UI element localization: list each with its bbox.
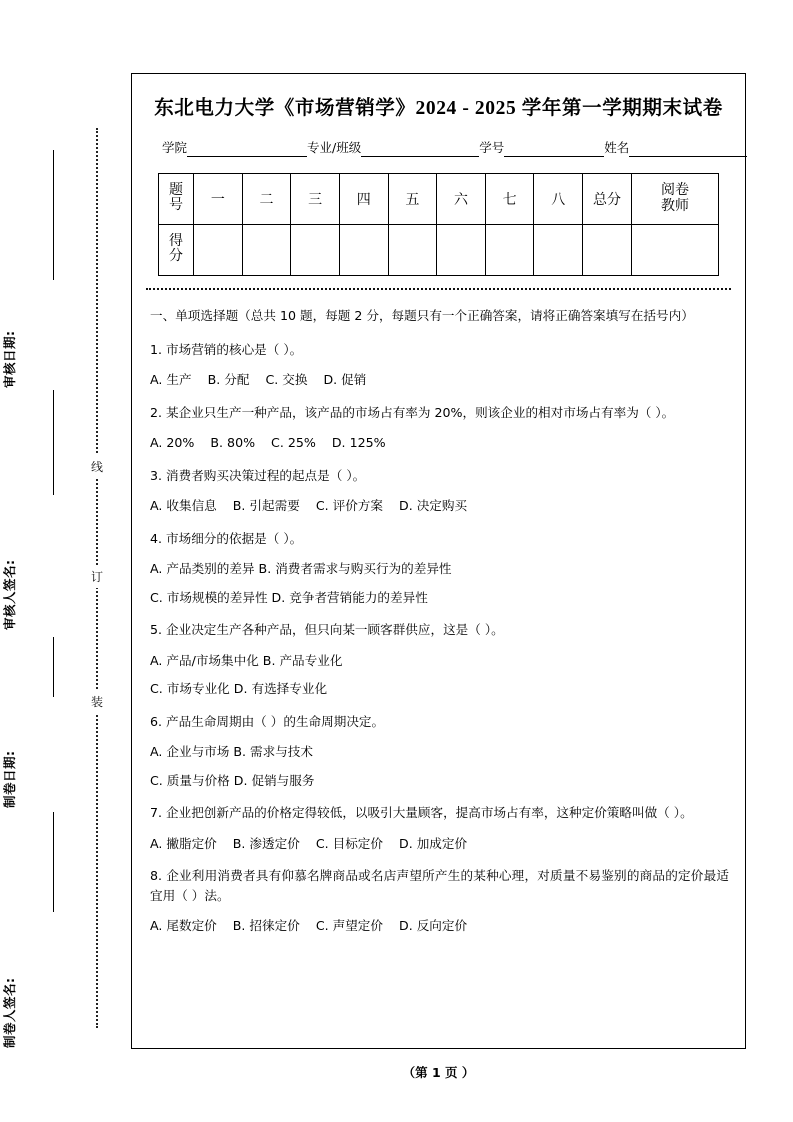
option-line[interactable]: C. 质量与价格 D. 促销与服务: [150, 772, 315, 788]
margin-rule-2: [53, 390, 54, 495]
option-line[interactable]: C. 市场专业化 D. 有选择专业化: [150, 681, 328, 697]
teacher-label-line1: 阅卷: [661, 182, 689, 198]
score-cell-4[interactable]: [339, 225, 388, 276]
margin-label-review-date: 审核日期:: [2, 330, 17, 388]
margin-label-make-date: 制卷日期:: [2, 750, 17, 808]
col-header-total: 总分: [583, 174, 632, 225]
question-options-7: [150, 834, 729, 854]
question-options-3: [150, 496, 729, 516]
stub-score-line2: 分: [169, 249, 183, 264]
seam-mark-staple: 订: [88, 565, 106, 588]
score-cell-7[interactable]: [485, 225, 534, 276]
field-student-id-input[interactable]: [504, 142, 604, 157]
option-line[interactable]: A. 尾数定价 B. 招徕定价 C. 声望定价 D. 反向定价: [150, 918, 468, 934]
question-options-5: [150, 651, 729, 699]
option-line[interactable]: A. 生产 B. 分配 C. 交换 D. 促销: [150, 372, 367, 388]
section-divider-dotted: [146, 288, 731, 290]
question-stem-3: 3. 消费者购买决策过程的起点是（ ）。: [150, 467, 366, 483]
seam-mark-line: 线: [88, 455, 106, 478]
question-options-2: [150, 433, 729, 453]
question-stem-7: 7. 企业把创新产品的价格定得较低，以吸引大量顾客，提高市场占有率，这种定价策略叫做（ ）。: [150, 805, 693, 821]
option-line[interactable]: A. 企业与市场 B. 需求与技术: [150, 744, 313, 760]
question-stem-2: 2. 某企业只生产一种产品，该产品的市场占有率为 20%，则该企业的相对市场占有率为（ ）。: [150, 404, 675, 420]
page-title: 东北电力大学《市场营销学》2024 - 2025 学年第一学期期末试卷: [154, 98, 723, 119]
score-cell-6[interactable]: [437, 225, 486, 276]
margin-label-reviewer-signature: 审核人签名:: [2, 559, 17, 630]
score-table-stub-question: [159, 174, 194, 225]
table-row-scores: [159, 225, 719, 276]
exam-page-frame: [131, 73, 746, 1049]
field-name[interactable]: [604, 138, 747, 157]
score-cell-3[interactable]: [291, 225, 340, 276]
margin-label-maker-signature: 制卷人签名:: [2, 977, 17, 1048]
question-stem-4: 4. 市场细分的依据是（ ）。: [150, 530, 303, 546]
option-line[interactable]: A. 产品类别的差异 B. 消费者需求与购买行为的差异性: [150, 561, 452, 577]
col-header-4: 四: [339, 174, 388, 225]
student-identity-row: [162, 138, 727, 157]
col-header-2: 二: [242, 174, 291, 225]
question-body: [150, 306, 729, 936]
seam-mark-bind: 装: [88, 690, 106, 713]
left-margin-strip: [0, 0, 131, 1122]
score-cell-8[interactable]: [534, 225, 583, 276]
question-options-8: [150, 916, 729, 936]
margin-rule-3: [53, 637, 54, 697]
question-options-1: [150, 370, 729, 390]
field-major-class-label: 专业/班级: [307, 140, 362, 155]
score-cell-5[interactable]: [388, 225, 437, 276]
field-name-input[interactable]: [629, 142, 747, 157]
score-table-wrapper: [158, 173, 719, 276]
col-header-1: 一: [194, 174, 243, 225]
field-student-id[interactable]: [479, 138, 604, 157]
score-cell-2[interactable]: [242, 225, 291, 276]
question-options-6: [150, 742, 729, 790]
score-table: [158, 173, 719, 276]
section-intro: 一、单项选择题（总共 10 题，每题 2 分，每题只有一个正确答案，请将正确答案填写在括号内）: [150, 308, 694, 323]
stub-question-line2: 号: [169, 198, 183, 213]
table-row-question-numbers: [159, 174, 719, 225]
score-cell-teacher[interactable]: [632, 225, 719, 276]
question-options-4: [150, 559, 729, 607]
field-major-class-input[interactable]: [361, 142, 479, 157]
field-student-id-label: 学号: [479, 140, 505, 155]
col-header-5: 五: [388, 174, 437, 225]
score-cell-total[interactable]: [583, 225, 632, 276]
option-line[interactable]: A. 20% B. 80% C. 25% D. 125%: [150, 435, 386, 451]
score-cell-1[interactable]: [194, 225, 243, 276]
question-stem-1: 1. 市场营销的核心是（ ）。: [150, 341, 303, 357]
field-college-input[interactable]: [187, 142, 307, 157]
question-stem-8: 8. 企业利用消费者具有仰慕名牌商品或名店声望所产生的某种心理，对质量不易鉴别的商品的定价最适宜用（ ）法。: [150, 868, 729, 903]
col-header-teacher: [632, 174, 719, 225]
field-college-label: 学院: [162, 140, 188, 155]
field-name-label: 姓名: [604, 140, 630, 155]
page-footer: （第 1 页 ）: [402, 1065, 475, 1080]
col-header-6: 六: [437, 174, 486, 225]
option-line[interactable]: C. 市场规模的差异性 D. 竞争者营销能力的差异性: [150, 589, 428, 605]
score-table-stub-score: [159, 225, 194, 276]
margin-rule-1: [53, 150, 54, 280]
stub-score-line1: 得: [169, 234, 183, 250]
col-header-3: 三: [291, 174, 340, 225]
question-stem-6: 6. 产品生命周期由（ ）的生命周期决定。: [150, 713, 385, 729]
col-header-7: 七: [485, 174, 534, 225]
teacher-label-line2: 教师: [661, 199, 689, 214]
field-major-class[interactable]: [307, 138, 479, 157]
field-college[interactable]: [162, 138, 307, 157]
margin-rule-4: [53, 812, 54, 912]
option-line[interactable]: A. 撇脂定价 B. 渗透定价 C. 目标定价 D. 加成定价: [150, 835, 468, 851]
option-line[interactable]: A. 收集信息 B. 引起需要 C. 评价方案 D. 决定购买: [150, 498, 468, 514]
question-stem-5: 5. 企业决定生产各种产品，但只向某一顾客群供应，这是（ ）。: [150, 622, 504, 638]
col-header-8: 八: [534, 174, 583, 225]
option-line[interactable]: A. 产品/市场集中化 B. 产品专业化: [150, 652, 343, 668]
stub-question-line1: 题: [169, 183, 183, 199]
